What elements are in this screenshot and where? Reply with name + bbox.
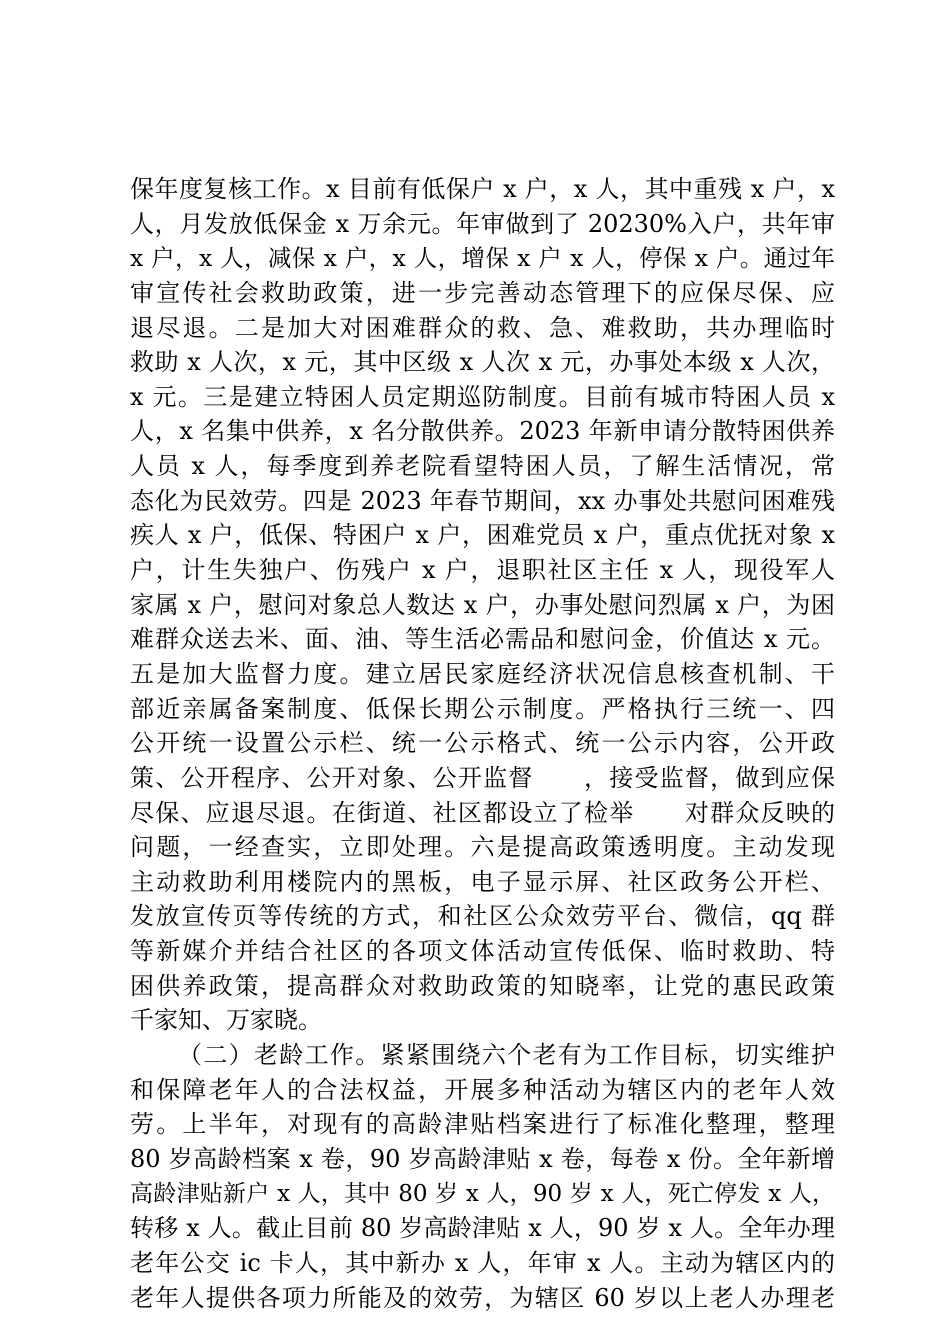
text-line: 疾人 x 户，低保、特困户 x 户，困难党员 x 户，重点优抚对象 x [130, 521, 835, 550]
text-line: 五是加大监督力度。建立居民家庭经济状况信息核查机制、干 [130, 659, 835, 688]
text-line: 公开统一设置公示栏、统一公示格式、统一公示内容，公开政 [130, 729, 835, 758]
text-line: 人，月发放低保金 x 万余元。年审做到了 20230%入户，共年审 [130, 209, 835, 238]
text-line: 部近亲属备案制度、低保长期公示制度。严格执行三统一、四 [130, 694, 835, 723]
text-line: 老年人提供各项力所能及的效劳，为辖区 60 岁以上老人办理老 [130, 1283, 835, 1312]
text-line: 千家知、万家晓。 [130, 1006, 322, 1035]
section-heading-line: （二）老龄工作。紧紧围绕六个老有为工作目标，切实维护 [178, 1041, 835, 1070]
text-line: 发放宣传页等传统的方式，和社区公众效劳平台、微信，qq 群 [130, 902, 835, 931]
text-line: 家属 x 户，慰问对象总人数达 x 户，办事处慰问烈属 x 户，为困 [130, 590, 835, 619]
text-line: 人员 x 人，每季度到养老院看望特困人员，了解生活情况，常 [130, 452, 835, 481]
text-line: 主动救助利用楼院内的黑板，电子显示屏、社区政务公开栏、 [130, 867, 835, 896]
text-line: x 户，x 人，减保 x 户，x 人，增保 x 户 x 人，停保 x 户。通过年 [130, 244, 835, 273]
text-line: 救助 x 人次，x 元，其中区级 x 人次 x 元，办事处本级 x 人次， [130, 348, 835, 377]
body-text [130, 172, 835, 1315]
text-line: 退尽退。二是加大对困难群众的救、急、难救助，共办理临时 [130, 313, 835, 342]
text-line: 等新媒介并结合社区的各项文体活动宣传低保、临时救助、特 [130, 937, 835, 966]
text-line: 高龄津贴新户 x 人，其中 80 岁 x 人，90 岁 x 人，死亡停发 x 人， [130, 1180, 835, 1207]
text-line: 问题，一经查实，立即处理。六是提高政策透明度。主动发现 [130, 833, 835, 862]
text-line: 劳。上半年，对现有的高龄津贴档案进行了标准化整理，整理 [130, 1110, 835, 1139]
text-line: 保年度复核工作。x 目前有低保户 x 户，x 人，其中重残 x 户，x [130, 175, 835, 203]
text-line: 审宣传社会救助政策，进一步完善动态管理下的应保尽保、应 [130, 278, 835, 307]
text-line: 策、公开程序、公开对象、公开监督 ，接受监督，做到应保 [130, 763, 835, 792]
text-line: 转移 x 人。截止目前 80 岁高龄津贴 x 人，90 岁 x 人。全年办理 [130, 1214, 835, 1243]
text-line: 难群众送去米、面、油、等生活必需品和慰问金，价值达 x 元。 [130, 625, 835, 654]
text-line: 和保障老年人的合法权益，开展多种活动为辖区内的老年人效 [130, 1075, 835, 1104]
text-line: 人，x 名集中供养，x 名分散供养。2023 年新申请分散特困供养 [130, 417, 835, 446]
text-line: 困供养政策，提高群众对救助政策的知晓率，让党的惠民政策 [130, 971, 835, 1000]
text-line: x 元。三是建立特困人员定期巡防制度。目前有城市特困人员 x [130, 382, 835, 411]
text-line: 80 岁高龄档案 x 卷，90 岁高龄津贴 x 卷，每卷 x 份。全年新增 [130, 1144, 835, 1173]
text-line: 态化为民效劳。四是 2023 年春节期间，xx 办事处共慰问困难残 [130, 486, 835, 515]
text-line: 尽保、应退尽退。在街道、社区都设立了检举 对群众反映的 [130, 798, 835, 827]
text-line: 老年公交 ic 卡人，其中新办 x 人，年审 x 人。主动为辖区内的 [130, 1248, 835, 1277]
text-line: 户，计生失独户、伤残户 x 户，退职社区主任 x 人，现役军人 [130, 556, 835, 585]
